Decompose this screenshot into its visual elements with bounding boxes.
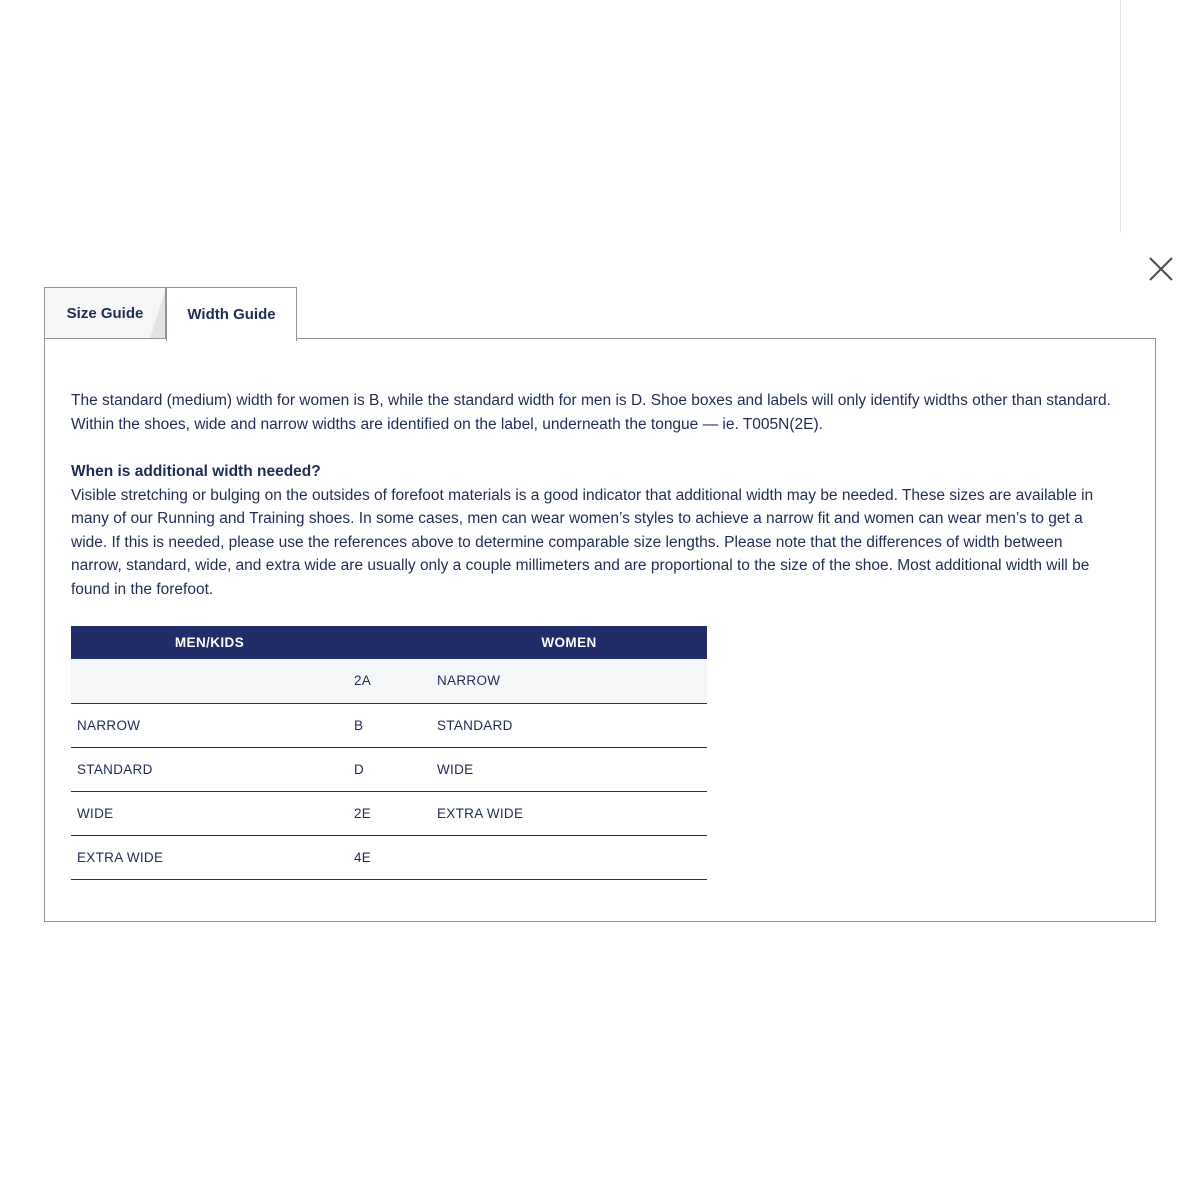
women-width-cell: WIDE <box>431 747 707 791</box>
header-women: WOMEN <box>431 626 707 659</box>
close-button[interactable] <box>1146 254 1176 284</box>
table-row <box>71 835 707 879</box>
tab-width-guide-label: Width Guide <box>187 306 276 323</box>
women-width-cell: STANDARD <box>431 703 707 747</box>
men-width-cell <box>71 659 348 703</box>
tab-width-guide[interactable] <box>166 287 297 341</box>
code-cell: D <box>348 747 431 791</box>
code-cell: 4E <box>348 835 431 879</box>
code-cell: B <box>348 703 431 747</box>
table-row <box>71 791 707 835</box>
width-guide-panel <box>44 338 1156 922</box>
women-width-cell: NARROW <box>431 659 707 703</box>
header-spacer <box>348 626 431 659</box>
page-edge-divider <box>1120 0 1121 233</box>
answer-paragraph: Visible stretching or bulging on the outsides of forefoot materials is a good indicator that additional width may be needed. These sizes are available in many of our Running and Training shoes. In some cases, men can wear women’s styles to achieve a narrow fit and women can wear men’s to get a wide. If this is needed, please use the references above to determine comparable size lengths. Please note that the differences of width between narrow, standard, wide, and extra wide are usually only a couple millimeters and are proportional to the size of the shoe. Most additional width will be found in the forefoot. <box>71 486 1094 598</box>
tab-size-guide[interactable] <box>44 287 166 338</box>
table-header-row <box>71 626 707 659</box>
men-width-cell: WIDE <box>71 791 348 835</box>
women-width-cell: EXTRA WIDE <box>431 791 707 835</box>
tab-size-guide-label: Size Guide <box>66 304 144 322</box>
question-heading: When is additional width needed? <box>71 463 321 480</box>
header-men-kids: MEN/KIDS <box>71 626 348 659</box>
table-row <box>71 659 707 703</box>
code-cell: 2A <box>348 659 431 703</box>
width-comparison-table <box>71 626 707 880</box>
women-width-cell <box>431 835 707 879</box>
table-row <box>71 747 707 791</box>
men-width-cell: EXTRA WIDE <box>71 835 348 879</box>
table-row <box>71 703 707 747</box>
men-width-cell: NARROW <box>71 703 348 747</box>
intro-paragraph: The standard (medium) width for women is B, while the standard width for men is D. Shoe boxes and labels will only identify widths other than standard. Within the shoes, wide and narrow widths are identified on the label, underneath the tongue — ie. T005N(2E). <box>71 392 1111 433</box>
close-icon <box>1147 255 1175 283</box>
code-cell: 2E <box>348 791 431 835</box>
men-width-cell: STANDARD <box>71 747 348 791</box>
